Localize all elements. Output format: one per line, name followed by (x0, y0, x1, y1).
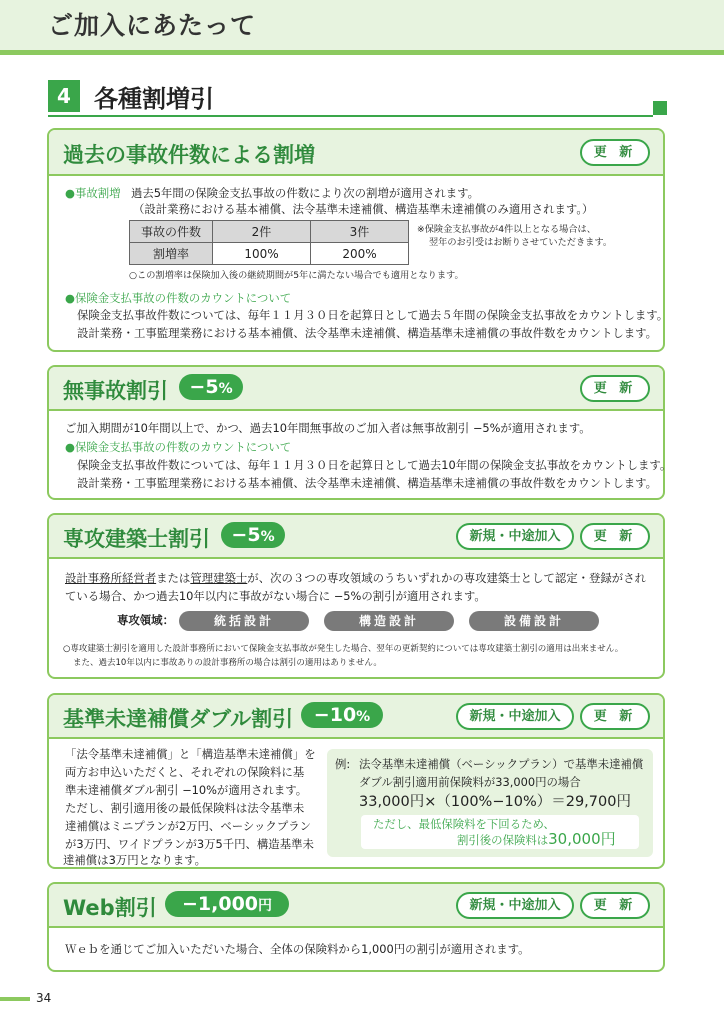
example-note1: ただし、最低保険料を下回るため、 (373, 817, 555, 831)
discount-pill (165, 891, 289, 917)
card-title: 無事故割引 (63, 379, 168, 403)
count-line1: 保険金支払事故件数については、毎年１１月３０日を起算日として過去５年間の保険金支払事故をカウントします。 (77, 308, 669, 322)
architect-term: 管理建築士 (190, 571, 248, 585)
discount-pill (221, 522, 285, 548)
section-underline (48, 115, 653, 117)
double-discount-card (47, 693, 665, 869)
count-line2: 設計業務・工事監理業務における基本補償、法令基準未達補償、構造基準未達補償の事故件数をカウントします。 (77, 476, 658, 490)
example-line2: ダブル割引適用前保険料が33,000円の場合 (359, 775, 581, 789)
count-heading: ●保険金支払事故の件数のカウントについて (65, 440, 292, 454)
web-discount-card (47, 882, 665, 972)
example-note2-amount: 30,000円 (548, 830, 616, 848)
specialist-line1 (65, 569, 646, 587)
card-title: 過去の事故件数による割増 (63, 143, 315, 167)
pill-sign: − (189, 376, 206, 398)
pill-number: 5 (205, 376, 219, 398)
surcharge-label: ●事故割増 (65, 186, 121, 200)
footer-bar (0, 997, 30, 1001)
table-cell: 割増率 (130, 243, 213, 265)
table-cell: 2件 (213, 221, 311, 243)
table-cell: 200% (311, 243, 409, 265)
card-title: Web割引 (63, 896, 157, 920)
double-text-6: が3万円、ワイドプランが3万5千円、構造基準未 (65, 837, 314, 851)
surcharge-note-below: ○この割増率は保険加入後の継続期間が5年に満たない場合でも適用となります。 (129, 270, 464, 281)
field-tag: 統括設計 (179, 611, 309, 631)
renewal-badge: 更 新 (580, 139, 650, 166)
pill-unit: % (356, 709, 371, 725)
field-label: 専攻領域： (117, 613, 174, 627)
double-text-7: 達補償は3万円となります。 (63, 853, 207, 867)
pill-unit: % (260, 529, 275, 545)
double-text-2: 両方お申込いただくと、それぞれの保険料に基 (65, 765, 305, 779)
discount-pill (301, 702, 383, 728)
card-title: 基準未達補償ダブル割引 (63, 707, 294, 731)
section-number: 4 (48, 80, 80, 112)
count-heading: ●保険金支払事故の件数のカウントについて (65, 291, 292, 305)
table-row (130, 243, 409, 265)
pill-sign: − (231, 524, 248, 546)
pill-number: 5 (247, 524, 261, 546)
example-box (327, 749, 653, 857)
discount-pill (179, 374, 243, 400)
new-midterm-badge: 新規・中途加入 (456, 892, 574, 919)
double-text-5: 達補償はミニプランが2万円、ベーシックプラン (65, 819, 311, 833)
example-line1: 法令基準未達補償（ベーシックプラン）で基準未達補償 (359, 757, 644, 771)
example-label: 例: (335, 757, 351, 771)
field-tag: 設備設計 (469, 611, 599, 631)
surcharge-table (129, 220, 409, 265)
web-line1: Ｗｅｂを通じてご加入いただいた場合、全体の保険料から1,000円の割引が適用されます。 (65, 942, 530, 956)
owner-term: 設計事務所経営者 (65, 571, 157, 585)
renewal-badge: 更 新 (580, 892, 650, 919)
pill-unit: % (218, 381, 233, 397)
pill-sign: − (313, 704, 330, 726)
pill-number: 10 (329, 704, 357, 726)
renewal-badge: 更 新 (580, 703, 650, 730)
surcharge-line2: （設計業務における基本補償、法令基準未達補償、構造基準未達補償のみ適用されます。） (133, 202, 594, 216)
page-title: ご加入にあたって (48, 11, 257, 40)
renewal-badge: 更 新 (580, 375, 650, 402)
double-text-1: 「法令基準未達補償」と「構造基準未達補償」を (65, 747, 316, 761)
page-number: 34 (36, 991, 52, 1005)
field-tag: 構造設計 (324, 611, 454, 631)
surcharge-line1: 過去5年間の保険金支払事故の件数により次の割増が適用されます。 (131, 186, 480, 200)
surcharge-note-right-2: 翌年のお引受はお断りさせていただきます。 (429, 237, 613, 248)
table-cell: 事故の件数 (130, 221, 213, 243)
pill-number: 1,000 (197, 893, 259, 915)
count-line2: 設計業務・工事監理業務における基本補償、法令基準未達補償、構造基準未達補償の事故件数をカウントします。 (77, 326, 658, 340)
table-row (130, 221, 409, 243)
count-line1: 保険金支払事故件数については、毎年１１月３０日を起算日として過去10年間の保険金支払事故をカウントします。 (77, 458, 672, 472)
example-calc: 33,000円×（100%−10%）＝29,700円 (359, 794, 631, 810)
pill-sign: − (181, 893, 198, 915)
section-title: 各種割増引 (94, 85, 214, 113)
line1-rest: が、次の３つの専攻領域のうちいずれかの専攻建築士として認定・登録がされ (247, 571, 646, 585)
accident-surcharge-card (47, 128, 669, 352)
new-midterm-badge: 新規・中途加入 (456, 523, 574, 550)
no-accident-discount-card (47, 365, 672, 500)
table-cell: 3件 (311, 221, 409, 243)
pill-unit: 円 (258, 898, 273, 914)
renewal-badge: 更 新 (580, 523, 650, 550)
example-note2 (457, 830, 616, 849)
conjunction: または (156, 571, 191, 585)
example-note2-text: 割引後の保険料は (457, 833, 549, 847)
no-accident-line1: ご加入期間が10年間以上で、かつ、過去10年間無事故のご加入者は無事故割引 −5%が適用されます。 (65, 421, 591, 435)
header-rule (0, 50, 724, 55)
double-text-4: ただし、割引適用後の最低保険料は法令基準未 (65, 801, 305, 815)
new-midterm-badge: 新規・中途加入 (456, 703, 574, 730)
specialist-discount-card (47, 513, 665, 679)
table-cell: 100% (213, 243, 311, 265)
specialist-note2: また、過去10年以内に事故ありの設計事務所の場合は割引の適用はありません。 (73, 658, 382, 668)
example-note-box (361, 815, 639, 849)
specialist-note1: ○専攻建築士割引を適用した設計事務所において保険金支払事故が発生した場合、翌年の更新契約については専攻建築士割引の適用は出来ません。 (63, 644, 624, 654)
specialist-line2: ている場合、かつ過去10年以内に事故がない場合に −5%の割引が適用されます。 (65, 589, 486, 603)
surcharge-note-right: ※保険金支払事故が4件以上となる場合は、 (417, 224, 596, 235)
double-text-3: 準未達補償ダブル割引 −10%が適用されます。 (65, 783, 308, 797)
section-marker (653, 101, 667, 115)
card-title: 専攻建築士割引 (63, 527, 210, 551)
